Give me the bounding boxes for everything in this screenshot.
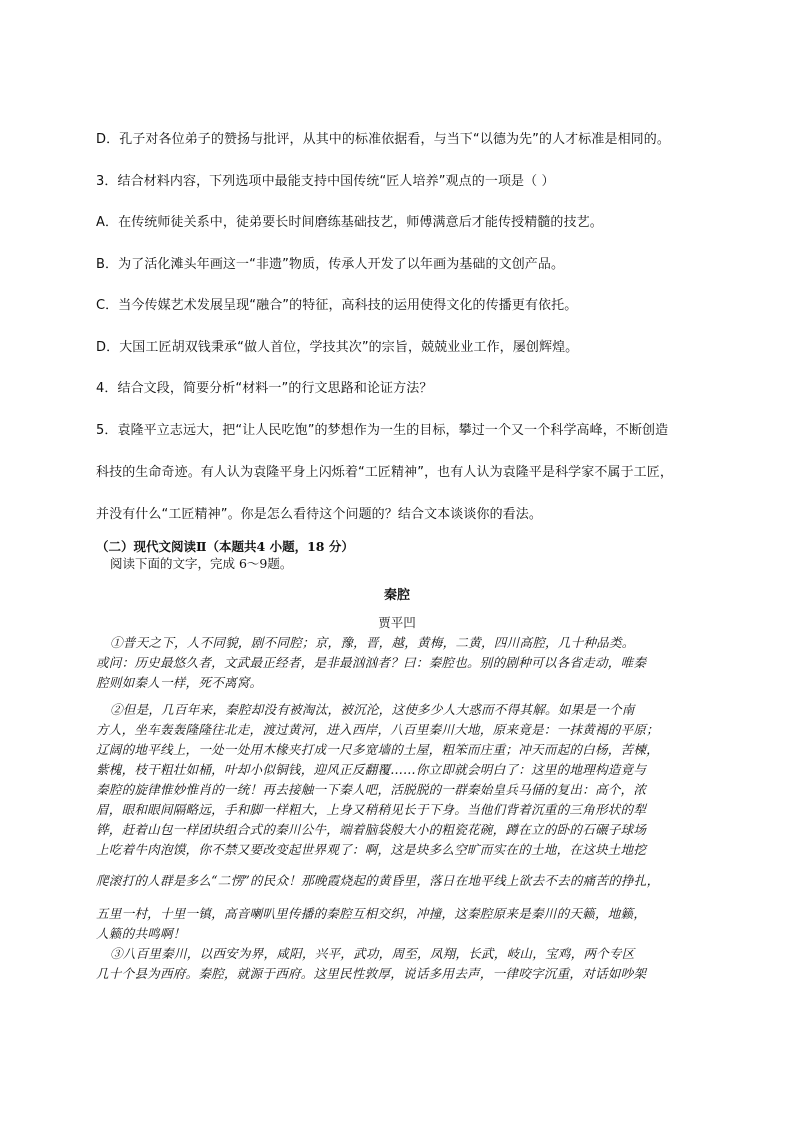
- article-line: ①普天之下，人不同貌，剧不同腔；京，豫，晋，越，黄梅，二黄，四川高腔，几十种品类。: [110, 635, 635, 650]
- article-line: 秦腔的旋律惟妙惟肖的一统！再去接触一下秦人吧，活脱脱的一群秦始皇兵马俑的复出：高个，浓: [96, 782, 647, 797]
- article-author: 贾平凹: [378, 615, 416, 630]
- article-line: ②但是，几百年来，秦腔却没有被淘汰，被沉沦，这使多少人大惑而不得其解。如果是一个南: [110, 702, 635, 717]
- article-line: 方人，坐车轰轰隆隆往北走，渡过黄河，进入西岸，八百里秦川大地，原来竟是：一抹黄褐的平原；: [96, 722, 659, 737]
- article-line: 爬滚打的人群是多么“二愣”的民众！那晚霞烧起的黄昏里，落日在地平线上欲去不去的痛苦的挣扎，: [96, 873, 660, 888]
- question-5-line-1: 5．袁隆平立志远大，把“让人民吃饱”的梦想作为一生的目标，攀过一个又一个科学高峰，不断创造: [96, 423, 669, 438]
- question-4: 4．结合文段，简要分析“材料一”的行文思路和论证方法？: [96, 381, 433, 396]
- article-line: 紫槐，枝干粗壮如桶，叶却小似铜钱，迎风正反翻覆……你立即就会明白了：这里的地理构造竟与: [96, 762, 647, 777]
- question-3-option-a: A．在传统师徒关系中，徒弟要长时间磨练基础技艺，师傅满意后才能传授精髓的技艺。: [96, 215, 603, 230]
- section-instruction: 阅读下面的文字，完成 6～9题。: [110, 556, 293, 571]
- question-3-option-d: D．大国工匠胡双钱秉承“做人首位，学技其次”的宗旨，兢兢业业工作，屡创辉煌。: [96, 340, 579, 355]
- question-5-line-3: 并没有什么“工匠精神”。你是怎么看待这个问题的？结合文本谈谈你的看法。: [96, 507, 542, 522]
- question-3-option-c: C．当今传媒艺术发展呈现“融合”的特征，高科技的运用使得文化的传播更有依托。: [96, 298, 578, 313]
- question-2-option-d: D．孔子对各位弟子的赞扬与批评，从其中的标准依据看，与当下“以德为先”的人才标准是相同的。: [96, 132, 670, 147]
- article-line: ③八百里秦川，以西安为界，咸阳，兴平，武功，周至，凤翔，长武，岐山，宝鸡，两个专区: [110, 946, 635, 961]
- question-3-option-b: B．为了活化滩头年画这一“非遗”物质，传承人开发了以年画为基础的文创产品。: [96, 257, 565, 272]
- question-3-stem: 3．结合材料内容，下列选项中最能支持中国传统“匠人培养”观点的一项是（ ）: [96, 174, 555, 189]
- article-line: 五里一村，十里一镇，高音喇叭里传播的秦腔互相交织，冲撞，这秦腔原来是秦川的天籁，地籁，: [96, 906, 647, 921]
- article-line: 铧，赶着山包一样团块组合式的秦川公牛，端着脑袋般大小的粗瓷花碗，蹲在立的卧的石碾子球场: [96, 822, 647, 837]
- article-line: 腔则如秦人一样，死不离窝。: [96, 675, 263, 690]
- article-line: 几十个县为西府。秦腔，就源于西府。这里民性敦厚，说话多用去声，一律咬字沉重，对话如吵架: [96, 966, 647, 981]
- article-line: 人籁的共鸣啊！: [96, 926, 186, 941]
- question-5-line-2: 科技的生命奇迹。有人认为袁隆平身上闪烁着“工匠精神”，也有人认为袁隆平是科学家不属于工匠，: [96, 465, 673, 480]
- article-line: 眉，眼和眼间隔略远，手和脚一样粗大，上身又稍稍见长于下身。当他们背着沉重的三角形状的犁: [96, 802, 647, 817]
- article-line: 或问：历史最悠久者，文武最正经者，是非最汹汹者？曰：秦腔也。别的剧种可以各省走动，唯秦: [96, 655, 647, 670]
- article-line: 辽阔的地平线上，一处一处用木椽夹打成一尺多宽墙的土屋，粗笨而庄重；冲天而起的白杨，苦楝，: [96, 742, 659, 757]
- article-title: 秦腔: [383, 588, 410, 603]
- section-heading: （二）现代文阅读Ⅱ（本题共4 小题，18 分）: [96, 539, 354, 554]
- article-line: 上吃着牛肉泡馍，你不禁又要改变起世界观了：啊，这是块多么空旷而实在的土地，在这块土地挖: [96, 842, 647, 857]
